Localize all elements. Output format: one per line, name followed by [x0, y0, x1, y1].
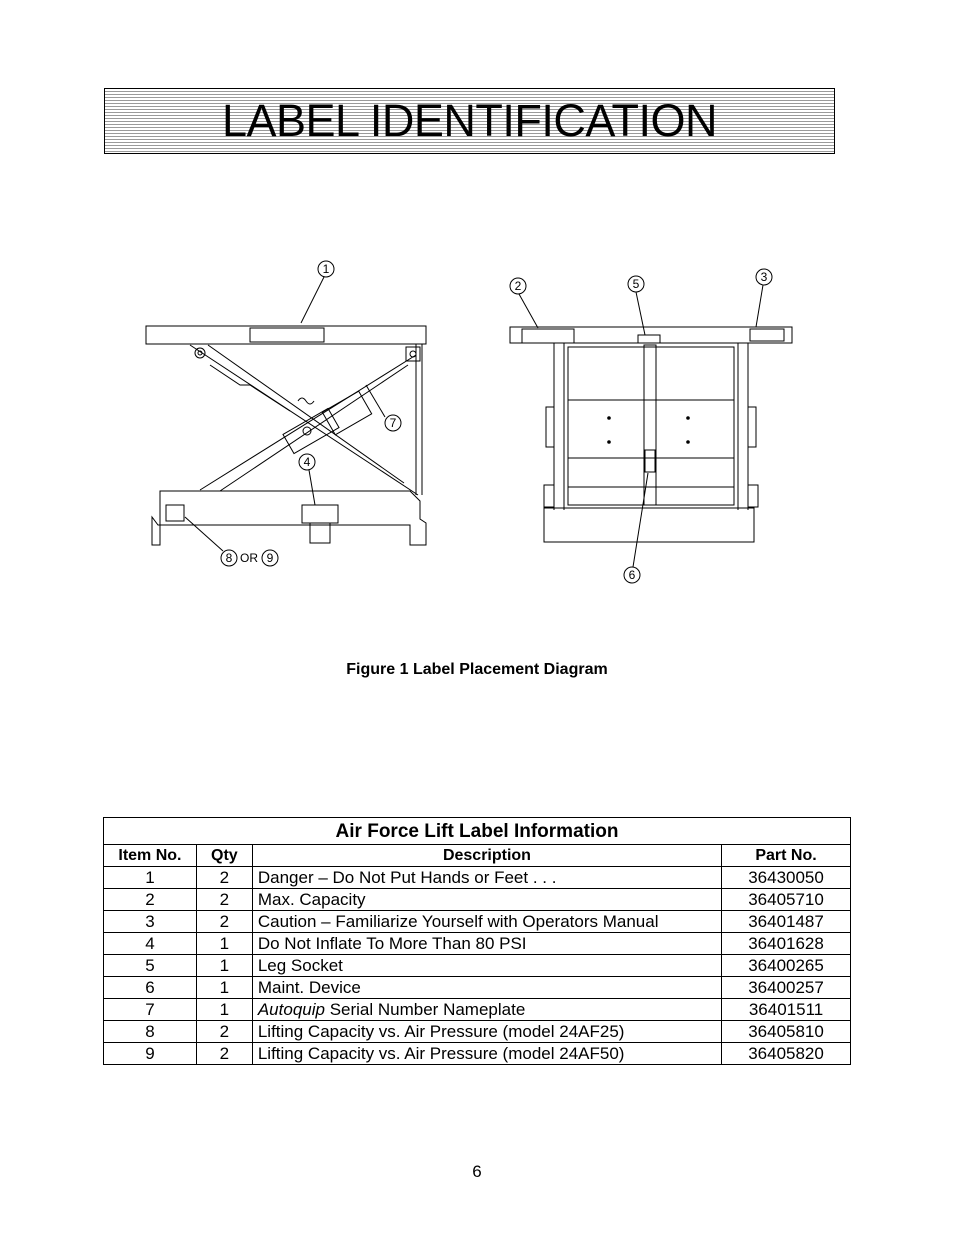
description-text: Do Not Inflate To More Than 80 PSI — [257, 934, 527, 953]
cell-part: 36401628 — [722, 933, 851, 955]
cell-item: 4 — [104, 933, 197, 955]
callout-5: 5 — [632, 277, 640, 291]
table-caption: Air Force Lift Label Information — [104, 818, 851, 845]
description-text: Danger – Do Not Put Hands or Feet . . . — [257, 868, 557, 887]
description-text: Lifting Capacity vs. Air Pressure (model 24AF50) — [257, 1044, 625, 1063]
cell-description — [252, 933, 721, 955]
description-text: Leg Socket — [257, 956, 343, 975]
cell-description — [252, 1043, 721, 1065]
cell-qty: 2 — [196, 889, 252, 911]
cell-item: 3 — [104, 911, 197, 933]
cell-part: 36401511 — [722, 999, 851, 1021]
cell-qty: 1 — [196, 999, 252, 1021]
header-item-no: Item No. — [104, 845, 197, 867]
table-row — [104, 1043, 851, 1065]
cell-qty: 1 — [196, 955, 252, 977]
header-qty: Qty — [196, 845, 252, 867]
cell-part: 36405810 — [722, 1021, 851, 1043]
cell-item: 8 — [104, 1021, 197, 1043]
page-title: LABEL IDENTIFICATION — [221, 95, 718, 146]
callout-3: 3 — [760, 270, 768, 284]
cell-qty: 2 — [196, 1043, 252, 1065]
table-row — [104, 889, 851, 911]
cell-item: 6 — [104, 977, 197, 999]
callout-2: 2 — [514, 279, 522, 293]
cell-description — [252, 999, 721, 1021]
callout-4: 4 — [303, 455, 311, 469]
cell-item: 1 — [104, 867, 197, 889]
callout-6: 6 — [628, 568, 636, 582]
title-banner — [104, 88, 835, 154]
table-row — [104, 999, 851, 1021]
header-part-no: Part No. — [722, 845, 851, 867]
cell-description — [252, 977, 721, 999]
callouts — [185, 261, 772, 583]
cell-part: 36400265 — [722, 955, 851, 977]
header-description: Description — [252, 845, 721, 867]
cell-part: 36400257 — [722, 977, 851, 999]
cell-part: 36405710 — [722, 889, 851, 911]
cell-qty: 2 — [196, 911, 252, 933]
cell-description — [252, 889, 721, 911]
cell-description — [252, 955, 721, 977]
callout-1: 1 — [322, 262, 330, 276]
description-text: Max. Capacity — [257, 890, 366, 909]
cell-qty: 2 — [196, 1021, 252, 1043]
label-placement-diagram — [130, 255, 810, 595]
cell-item: 9 — [104, 1043, 197, 1065]
cell-qty: 1 — [196, 933, 252, 955]
cell-description — [252, 1021, 721, 1043]
table-row — [104, 977, 851, 999]
description-text: Lifting Capacity vs. Air Pressure (model 24AF25) — [257, 1022, 625, 1041]
callout-8: 8 — [225, 551, 233, 565]
figure-caption: Figure 1 Label Placement Diagram — [346, 661, 608, 678]
table-row — [104, 955, 851, 977]
end-view — [510, 327, 792, 542]
cell-description — [252, 867, 721, 889]
callout-or: OR — [240, 551, 258, 565]
table-row — [104, 1021, 851, 1043]
cell-qty: 1 — [196, 977, 252, 999]
callout-9: 9 — [266, 551, 274, 565]
cell-item: 2 — [104, 889, 197, 911]
table-row — [104, 933, 851, 955]
cell-part: 36405820 — [722, 1043, 851, 1065]
brand-name: Autoquip — [257, 1000, 325, 1019]
cell-item: 7 — [104, 999, 197, 1021]
table-row — [104, 911, 851, 933]
callout-7: 7 — [389, 416, 397, 430]
table-header-row — [104, 845, 851, 867]
table-row — [104, 867, 851, 889]
cell-part: 36430050 — [722, 867, 851, 889]
cell-qty: 2 — [196, 867, 252, 889]
side-view — [146, 326, 426, 545]
description-text: Caution – Familiarize Yourself with Operators Manual — [257, 912, 659, 931]
page-number: 6 — [472, 1162, 482, 1181]
cell-description — [252, 911, 721, 933]
cell-item: 5 — [104, 955, 197, 977]
label-info-table — [103, 817, 851, 1065]
cell-part: 36401487 — [722, 911, 851, 933]
description-text: Maint. Device — [257, 978, 361, 997]
description-text: Serial Number Nameplate — [324, 1000, 526, 1019]
